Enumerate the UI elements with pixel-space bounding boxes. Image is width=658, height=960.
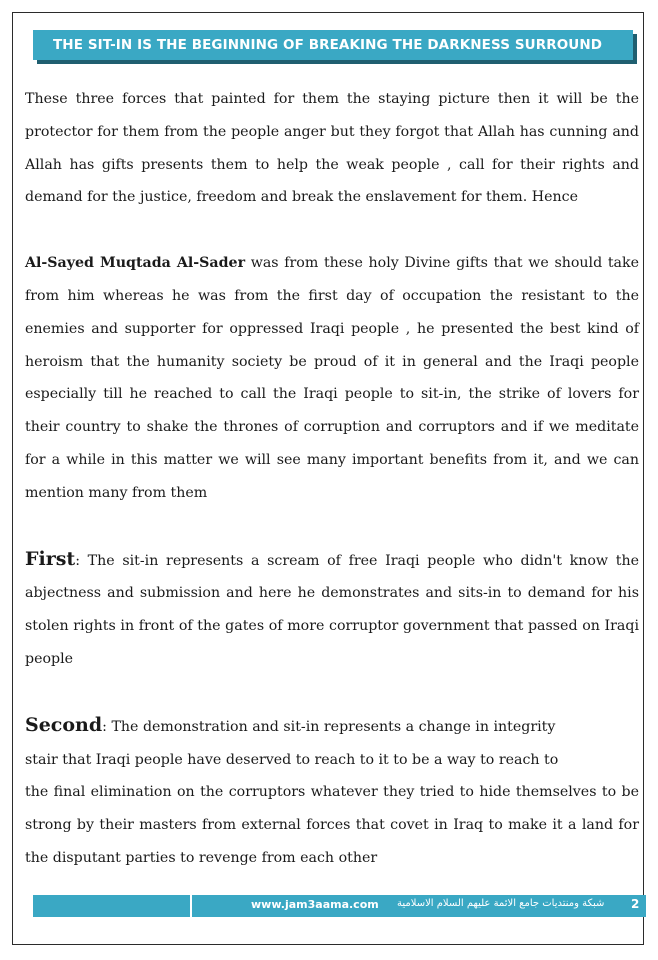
paragraph-first [25,543,639,676]
paragraph-second-line3: the final elimination on the corruptors whatever they tried to hide themselves to be strong by their masters from external forces that covet in Iraq to make it a land for the disputant parties to revenge from each other [25,784,639,866]
page-number: 2 [631,897,640,911]
first-heading: First [25,547,76,570]
second-heading: Second [25,713,103,736]
title-banner [33,30,633,60]
footer-bar [33,895,646,917]
article-body [25,83,639,875]
page-title: THE SIT-IN IS THE BEGINNING OF BREAKING THE DARKNESS SURROUND [53,37,603,53]
paragraph-sayed [25,247,639,509]
paragraph-intro: These three forces that painted for them the staying picture then it will be the protector for them from the people anger but they forgot that Allah has cunning and Allah has gifts presents them to help the weak people , call for their rights and demand for the justice, freedom and break the enslavement for them. Hence [25,91,639,206]
paragraph-sayed-text: was from these holy Divine gifts that we should take from him whereas he was from the first day of occupation the resistant to the enemies and supporter for oppressed Iraqi people , he presented the best kind of heroism that the humanity society be proud of it in general and the Iraqi people especially till he reached to call the Iraqi people to sit-in, the strike of lovers for their country to shake the thrones of corruption and corruptors and if we meditate for a while in this matter we will see many important benefits from it, and we can mention many from them [25,255,639,501]
paragraph-second-line2: stair that Iraqi people have deserved to reach to it to be a way to reach to [25,751,559,768]
paragraph-second-text1: : The demonstration and sit-in represents a change in integrity [102,718,556,735]
paragraph-second-line1 [25,709,639,744]
paragraph-first-text: : The sit-in represents a scream of free Iraqi people who didn't know the abjectness and submission and here he demonstrates and sits-in to demand for his stolen rights in front of the gates of more corruptor government that passed on Iraqi people [25,552,639,667]
footer-forum-name: شبكة ومنتديات جامع الائمة عليهم السلام الاسلامية [397,898,605,909]
footer-website-link[interactable]: www.jam3aama.com [251,898,379,911]
name-highlight: Al-Sayed Muqtada Al-Sader [25,255,246,272]
footer-divider [190,895,192,917]
